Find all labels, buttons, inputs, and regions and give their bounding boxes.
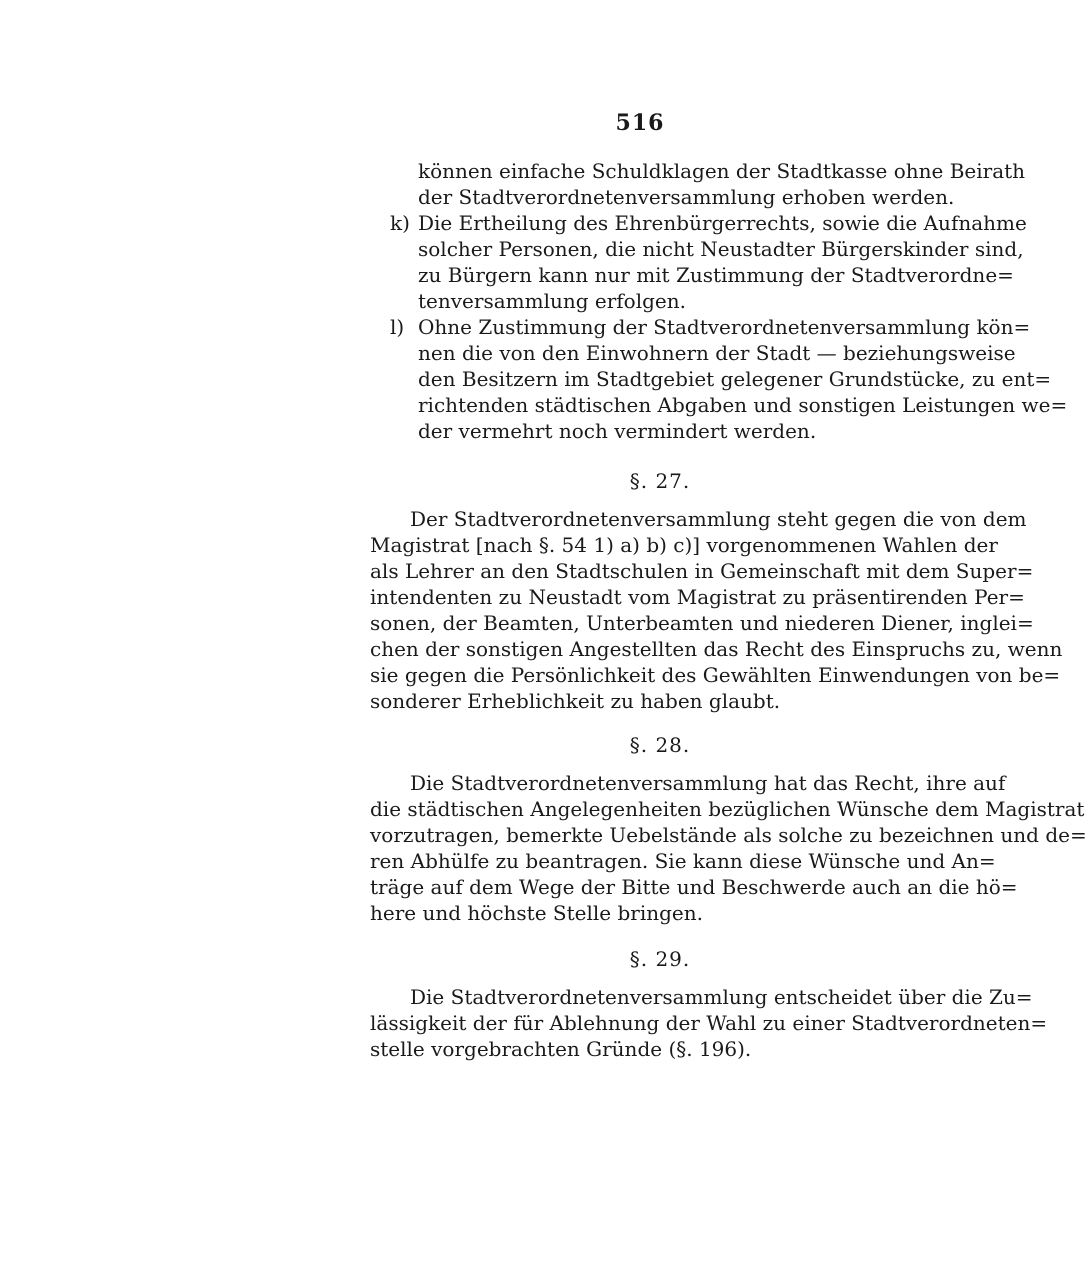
text-line: Ohne Zustimmung der Stadtverordnetenversammlung kön= <box>418 315 1031 339</box>
text-line: stelle vorgebrachten Gründe (§. 196). <box>370 1037 752 1061</box>
text-line: Die Stadtverordnetenversammlung hat das Recht, ihre auf <box>410 771 1006 795</box>
text-line: zu Bürgern kann nur mit Zustimmung der Stadtverordne= <box>418 263 1014 287</box>
list-marker-l: l) <box>390 315 405 339</box>
text-line: sonen, der Beamten, Unterbeamten und niederen Diener, inglei= <box>370 611 1034 635</box>
text-line: tenversammlung erfolgen. <box>418 289 686 313</box>
text-line: Magistrat [nach §. 54 1) a) b) c)] vorgenommenen Wahlen der <box>370 533 998 557</box>
section-heading-28: §. 28. <box>629 733 691 757</box>
text-line: können einfache Schuldklagen der Stadtkasse ohne Beirath <box>418 159 1026 183</box>
text-line: sonderer Erheblichkeit zu haben glaubt. <box>370 689 781 713</box>
text-line: Die Stadtverordnetenversammlung entscheidet über die Zu= <box>410 985 1033 1009</box>
text-line: chen der sonstigen Angestellten das Recht des Einspruchs zu, wenn <box>370 637 1063 661</box>
text-line: nen die von den Einwohnern der Stadt — beziehungsweise <box>418 341 1016 365</box>
text-line: richtenden städtischen Abgaben und sonstigen Leistungen we= <box>418 393 1068 417</box>
text-line: solcher Personen, die nicht Neustadter Bürgerskinder sind, <box>418 237 1024 261</box>
section-heading-27: §. 27. <box>629 469 691 493</box>
text-line: der Stadtverordnetenversammlung erhoben werden. <box>418 185 955 209</box>
page-number: 516 <box>615 110 665 136</box>
text-line: den Besitzern im Stadtgebiet gelegener Grundstücke, zu ent= <box>418 367 1052 391</box>
text-line: der vermehrt noch vermindert werden. <box>418 419 817 443</box>
section-heading-29: §. 29. <box>629 947 691 971</box>
text-line: vorzutragen, bemerkte Uebelstände als solche zu bezeichnen und de= <box>370 823 1087 847</box>
text-line: Der Stadtverordnetenversammlung steht gegen die von dem <box>410 507 1027 531</box>
text-line: lässigkeit der für Ablehnung der Wahl zu einer Stadtverordneten= <box>370 1011 1048 1035</box>
text-line: Die Ertheilung des Ehrenbürgerrechts, sowie die Aufnahme <box>418 211 1027 235</box>
text-line: als Lehrer an den Stadtschulen in Gemeinschaft mit dem Super= <box>370 559 1034 583</box>
text-line: here und höchste Stelle bringen. <box>370 901 703 925</box>
text-line: die städtischen Angelegenheiten bezüglichen Wünsche dem Magistrat <box>370 797 1085 821</box>
list-marker-k: k) <box>390 211 410 235</box>
text-line: träge auf dem Wege der Bitte und Beschwerde auch an die hö= <box>370 875 1018 899</box>
text-line: sie gegen die Persönlichkeit des Gewählten Einwendungen von be= <box>370 663 1061 687</box>
text-line: intendenten zu Neustadt vom Magistrat zu präsentirenden Per= <box>370 585 1025 609</box>
text-line: ren Abhülfe zu beantragen. Sie kann diese Wünsche und An= <box>370 849 996 873</box>
